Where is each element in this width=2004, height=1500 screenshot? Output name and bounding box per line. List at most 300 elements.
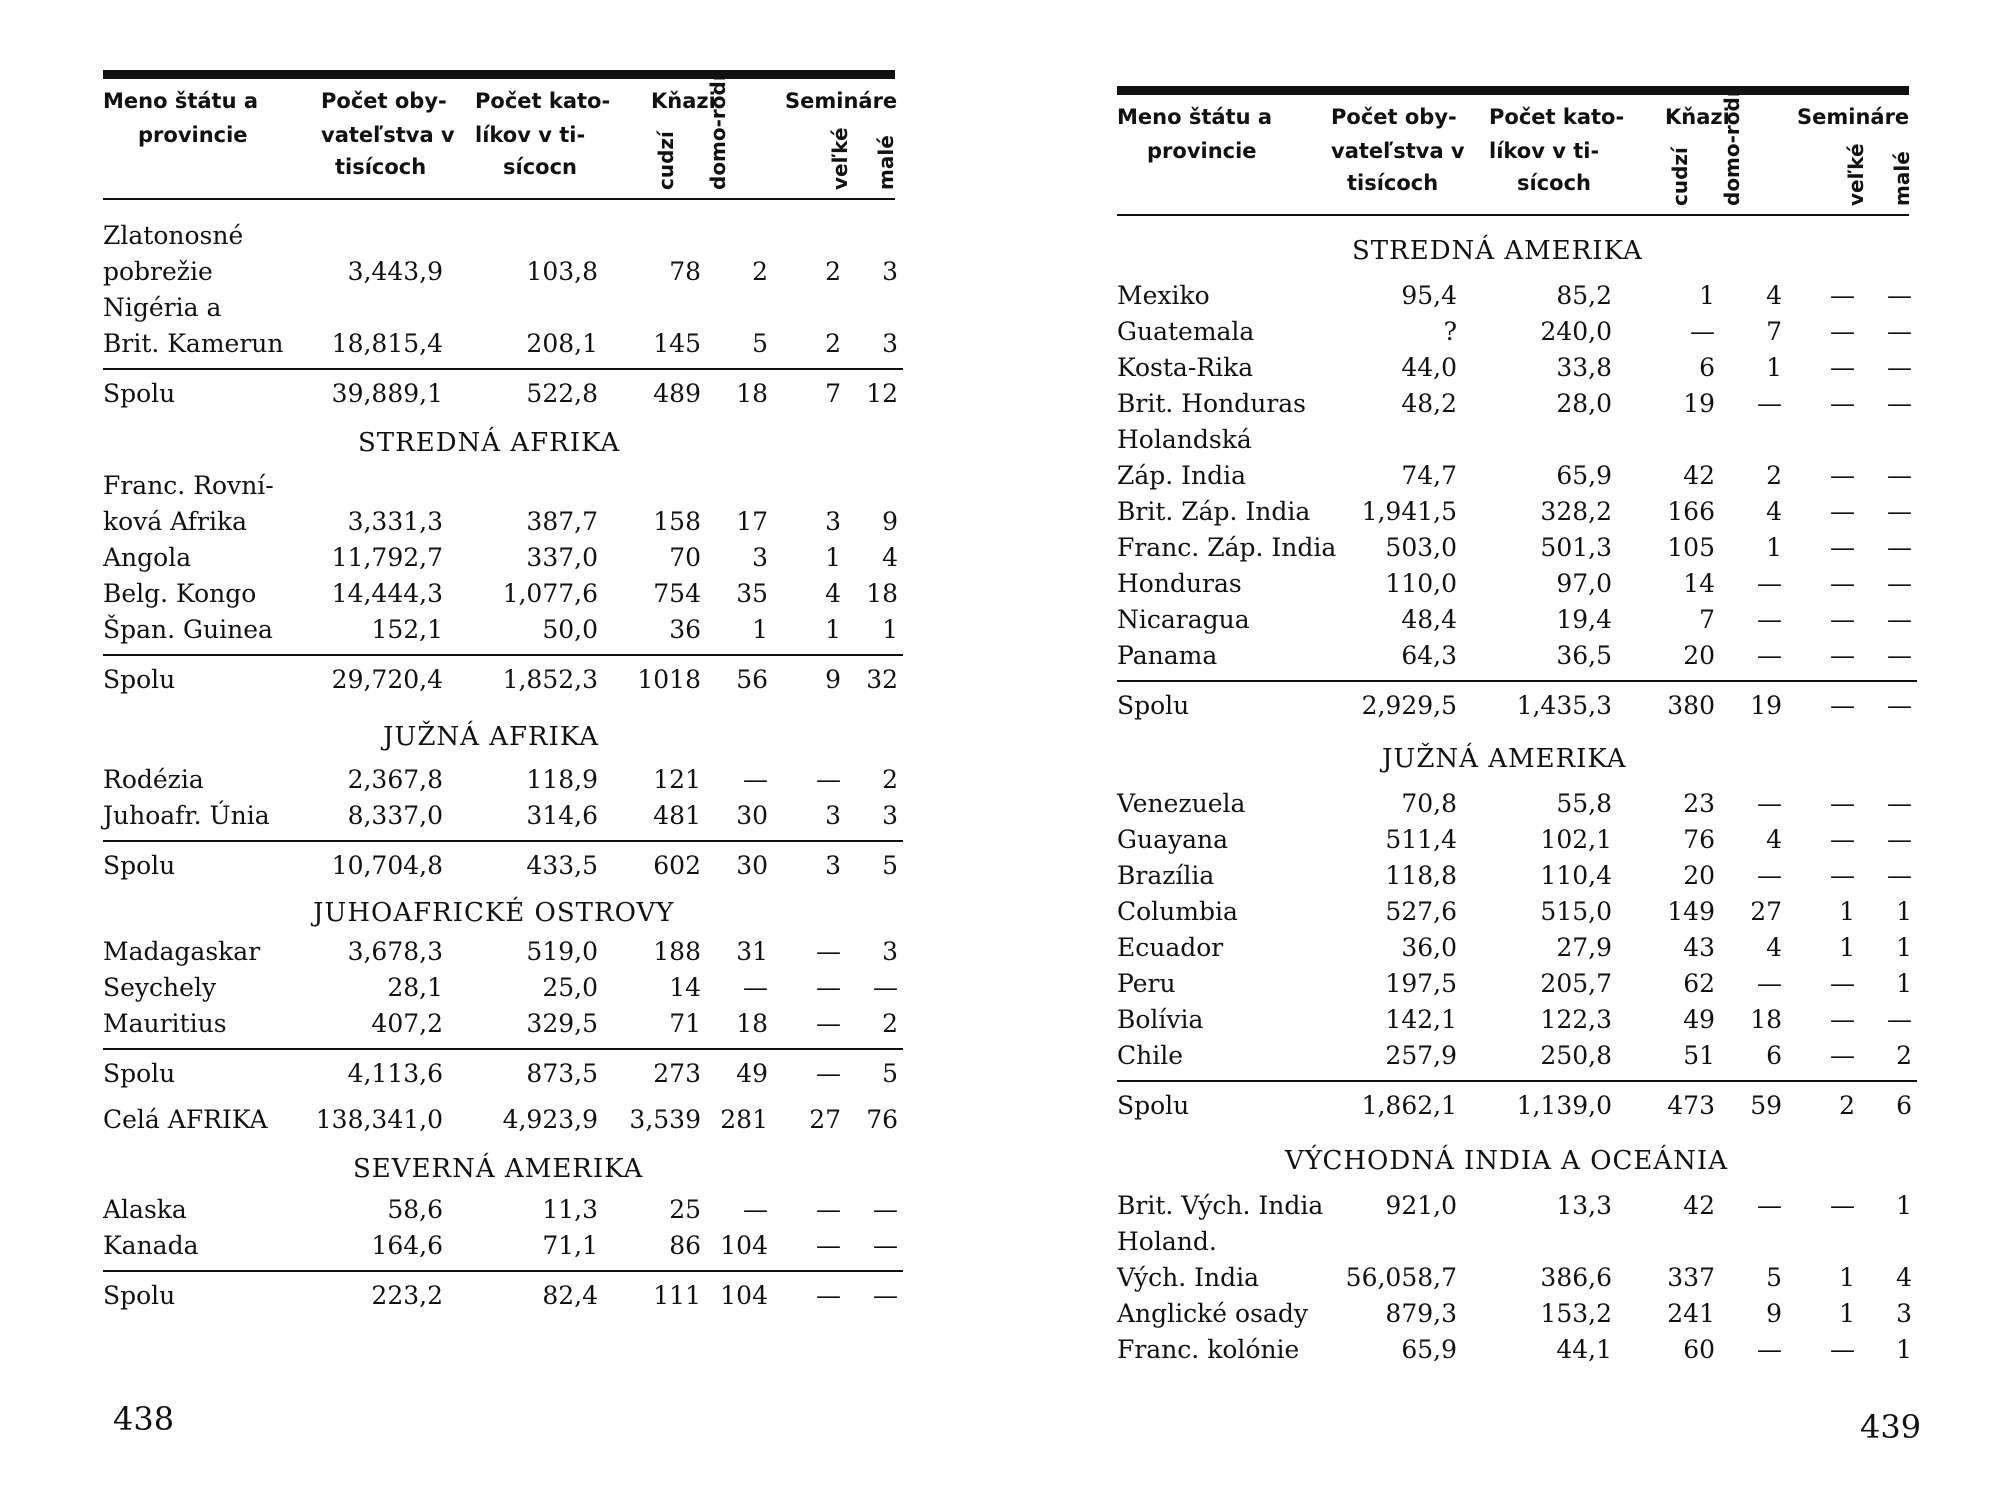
population-cell: 197,5	[1385, 969, 1457, 998]
major-seminaries-cell: 9	[825, 665, 841, 694]
native-priests-cell: 4	[1766, 497, 1782, 526]
minor-seminaries-cell: —	[873, 973, 898, 1002]
major-seminaries-cell: 2	[825, 329, 841, 358]
country-name: Ecuador	[1117, 933, 1224, 962]
table-row	[103, 540, 903, 576]
population-cell: 39,889,1	[331, 379, 443, 408]
country-name: Spolu	[103, 379, 176, 408]
major-seminaries-cell: —	[1830, 317, 1855, 346]
major-seminaries-cell: —	[1830, 1041, 1855, 1070]
minor-seminaries-cell: —	[1887, 281, 1912, 310]
native-priests-cell: 49	[736, 1059, 768, 1088]
foreign-priests-cell: —	[1690, 317, 1715, 346]
major-seminaries-cell: 7	[825, 379, 841, 408]
native-priests-cell: —	[1757, 569, 1782, 598]
header-foreign: cudzí	[1668, 147, 1692, 206]
minor-seminaries-cell: —	[873, 1195, 898, 1224]
minor-seminaries-cell: 1	[1896, 1335, 1912, 1364]
catholics-cell: 71,1	[542, 1231, 598, 1260]
foreign-priests-cell: 149	[1667, 897, 1715, 926]
population-cell: ?	[1443, 317, 1457, 346]
foreign-priests-cell: 23	[1683, 789, 1715, 818]
foreign-priests-cell: 1	[1699, 281, 1715, 310]
population-cell: 527,6	[1385, 897, 1457, 926]
catholics-cell: 329,5	[526, 1009, 598, 1038]
population-cell: 74,7	[1401, 461, 1457, 490]
catholics-cell: 501,3	[1540, 533, 1612, 562]
population-cell: 56,058,7	[1345, 1263, 1457, 1292]
foreign-priests-cell: 14	[669, 973, 701, 1002]
native-priests-cell: —	[1757, 789, 1782, 818]
country-name: Bolívia	[1117, 1005, 1204, 1034]
population-cell: 95,4	[1401, 281, 1457, 310]
catholics-cell: 519,0	[526, 937, 598, 966]
minor-seminaries-cell: 1	[882, 615, 898, 644]
minor-seminaries-cell: 2	[1896, 1041, 1912, 1070]
table-row	[103, 934, 903, 970]
minor-seminaries-cell: 12	[866, 379, 898, 408]
native-priests-cell: 2	[1766, 461, 1782, 490]
major-seminaries-cell: 4	[825, 579, 841, 608]
table-row	[103, 576, 903, 612]
population-cell: 10,704,8	[331, 851, 443, 880]
table-row	[1117, 530, 1917, 566]
native-priests-cell: 5	[752, 329, 768, 358]
native-priests-cell: 9	[1766, 1299, 1782, 1328]
section-title: STREDNÁ AFRIKA	[358, 428, 621, 458]
minor-seminaries-cell: —	[1887, 533, 1912, 562]
foreign-priests-cell: 121	[653, 765, 701, 794]
major-seminaries-cell: 27	[809, 1105, 841, 1134]
header-pop-3: tisícoch	[335, 155, 427, 179]
population-cell: 2,367,8	[347, 765, 443, 794]
minor-seminaries-cell: —	[1887, 389, 1912, 418]
catholics-cell: 1,435,3	[1516, 691, 1612, 720]
catholics-cell: 33,8	[1556, 353, 1612, 382]
foreign-priests-cell: 42	[1683, 1191, 1715, 1220]
table-row	[103, 798, 903, 834]
major-seminaries-cell: —	[816, 765, 841, 794]
foreign-priests-cell: 380	[1667, 691, 1715, 720]
country-name: Holand.	[1117, 1227, 1217, 1256]
table-row	[1117, 386, 1917, 422]
section-rule	[103, 1048, 903, 1050]
native-priests-cell: 6	[1766, 1041, 1782, 1070]
country-name: Franc. Rovní-	[103, 471, 274, 500]
native-priests-cell: 3	[752, 543, 768, 572]
country-name: Špan. Guinea	[103, 615, 273, 644]
header-minor: malé	[874, 135, 898, 190]
catholics-cell: 55,8	[1556, 789, 1612, 818]
country-name: Anglické osady	[1117, 1299, 1308, 1328]
catholics-cell: 515,0	[1540, 897, 1612, 926]
table-row	[1117, 966, 1917, 1002]
major-seminaries-cell: 1	[1839, 897, 1855, 926]
foreign-priests-cell: 188	[653, 937, 701, 966]
minor-seminaries-cell: 2	[882, 765, 898, 794]
table-row	[1117, 1038, 1917, 1074]
table-row	[1117, 1188, 1917, 1224]
catholics-cell: 85,2	[1556, 281, 1612, 310]
native-priests-cell: —	[743, 765, 768, 794]
foreign-priests-cell: 49	[1683, 1005, 1715, 1034]
catholics-cell: 50,0	[542, 615, 598, 644]
header-name: Meno štátu a	[1117, 105, 1273, 129]
header-major: veľké	[828, 127, 852, 190]
catholics-cell: 13,3	[1556, 1191, 1612, 1220]
header-pop-2: vateľstva v	[321, 123, 455, 147]
native-priests-cell: 281	[720, 1105, 768, 1134]
header-name-2: provincie	[1147, 139, 1257, 163]
foreign-priests-cell: 76	[1683, 825, 1715, 854]
table-row	[1117, 638, 1917, 674]
foreign-priests-cell: 337	[1667, 1263, 1715, 1292]
table-row	[103, 218, 903, 254]
table-row	[1117, 858, 1917, 894]
native-priests-cell: —	[1757, 641, 1782, 670]
catholics-cell: 11,3	[542, 1195, 598, 1224]
country-name: Brit. Honduras	[1117, 389, 1307, 418]
header-name: Meno štátu a	[103, 89, 259, 113]
major-seminaries-cell: —	[816, 937, 841, 966]
population-cell: 70,8	[1401, 789, 1457, 818]
native-priests-cell: 18	[736, 379, 768, 408]
table-header	[1117, 90, 1914, 212]
sum-row	[1117, 1088, 1917, 1124]
catholics-cell: 314,6	[526, 801, 598, 830]
top-rule	[1117, 86, 1909, 95]
major-seminaries-cell: —	[1830, 533, 1855, 562]
population-cell: 879,3	[1385, 1299, 1457, 1328]
major-seminaries-cell: —	[816, 1059, 841, 1088]
minor-seminaries-cell: 4	[1896, 1263, 1912, 1292]
major-seminaries-cell: —	[1830, 969, 1855, 998]
major-seminaries-cell: 3	[825, 507, 841, 536]
native-priests-cell: —	[1757, 861, 1782, 890]
header-pop-3: tisícoch	[1347, 171, 1439, 195]
table-row	[1117, 350, 1917, 386]
country-name: Franc. Záp. India	[1117, 533, 1337, 562]
foreign-priests-cell: 20	[1683, 861, 1715, 890]
native-priests-cell: —	[1757, 1191, 1782, 1220]
country-name: Rodézia	[103, 765, 204, 794]
major-seminaries-cell: —	[1830, 353, 1855, 382]
minor-seminaries-cell: —	[1887, 825, 1912, 854]
native-priests-cell: 4	[1766, 825, 1782, 854]
sum-row	[103, 1278, 903, 1314]
minor-seminaries-cell: 3	[882, 937, 898, 966]
foreign-priests-cell: 51	[1683, 1041, 1715, 1070]
table-header	[103, 74, 898, 196]
foreign-priests-cell: 71	[669, 1009, 701, 1038]
catholics-cell: 82,4	[542, 1281, 598, 1310]
minor-seminaries-cell: 6	[1896, 1091, 1912, 1120]
foreign-priests-cell: 473	[1667, 1091, 1715, 1120]
native-priests-cell: 35	[736, 579, 768, 608]
foreign-priests-cell: 70	[669, 543, 701, 572]
section-title: STREDNÁ AMERIKA	[1352, 236, 1643, 266]
section-rule	[103, 654, 903, 656]
page-number: 439	[1860, 1408, 1922, 1446]
country-name: Spolu	[1117, 691, 1190, 720]
major-seminaries-cell: 1	[825, 543, 841, 572]
header-cath-2: líkov v ti-	[475, 123, 586, 147]
major-seminaries-cell: —	[1830, 281, 1855, 310]
population-cell: 8,337,0	[347, 801, 443, 830]
catholics-cell: 4,923,9	[502, 1105, 598, 1134]
country-name: Guatemala	[1117, 317, 1255, 346]
minor-seminaries-cell: 1	[1896, 1191, 1912, 1220]
header-cath: Počet kato-	[475, 89, 611, 113]
native-priests-cell: 56	[736, 665, 768, 694]
native-priests-cell: 18	[1750, 1005, 1782, 1034]
table-row	[103, 326, 903, 362]
table-row	[1117, 930, 1917, 966]
native-priests-cell: 4	[1766, 281, 1782, 310]
country-name: Spolu	[103, 665, 176, 694]
native-priests-cell: 1	[1766, 533, 1782, 562]
population-cell: 407,2	[371, 1009, 443, 1038]
country-name: Kosta-Rika	[1117, 353, 1254, 382]
section-rule	[1117, 1080, 1917, 1082]
country-name: Spolu	[1117, 1091, 1190, 1120]
country-name: pobrežie	[103, 257, 213, 286]
population-cell: 18,815,4	[331, 329, 443, 358]
foreign-priests-cell: 42	[1683, 461, 1715, 490]
table-row	[103, 1192, 903, 1228]
catholics-cell: 25,0	[542, 973, 598, 1002]
major-seminaries-cell: 3	[825, 801, 841, 830]
header-major: veľké	[1844, 143, 1868, 206]
minor-seminaries-cell: 1	[1896, 969, 1912, 998]
header-minor: malé	[1890, 151, 1914, 206]
table-row	[103, 468, 903, 504]
population-cell: 3,331,3	[347, 507, 443, 536]
section-title: JUŽNÁ AMERIKA	[1382, 744, 1627, 774]
population-cell: 503,0	[1385, 533, 1457, 562]
table-row	[1117, 1002, 1917, 1038]
population-cell: 1,862,1	[1361, 1091, 1457, 1120]
country-name: Spolu	[103, 1281, 176, 1310]
major-seminaries-cell: 3	[825, 851, 841, 880]
catholics-cell: 118,9	[526, 765, 598, 794]
header-rule	[103, 198, 895, 200]
header-name-2: provincie	[138, 123, 248, 147]
population-cell: 110,0	[1385, 569, 1457, 598]
native-priests-cell: —	[1757, 389, 1782, 418]
country-name: Seychely	[103, 973, 217, 1002]
page-number: 438	[113, 1400, 175, 1438]
sum-row	[103, 662, 903, 698]
minor-seminaries-cell: —	[1887, 605, 1912, 634]
foreign-priests-cell: 602	[653, 851, 701, 880]
table-row	[1117, 278, 1917, 314]
country-name: ková Afrika	[103, 507, 248, 536]
catholics-cell: 337,0	[526, 543, 598, 572]
table-row	[1117, 566, 1917, 602]
native-priests-cell: 4	[1766, 933, 1782, 962]
population-cell: 29,720,4	[331, 665, 443, 694]
sum-row	[1117, 688, 1917, 724]
minor-seminaries-cell: —	[1887, 641, 1912, 670]
total-row	[103, 1102, 903, 1138]
foreign-priests-cell: 3,539	[629, 1105, 701, 1134]
catholics-cell: 103,8	[526, 257, 598, 286]
population-cell: 28,1	[387, 973, 443, 1002]
catholics-cell: 97,0	[1556, 569, 1612, 598]
population-cell: 3,678,3	[347, 937, 443, 966]
major-seminaries-cell: —	[816, 973, 841, 1002]
country-name: Madagaskar	[103, 937, 261, 966]
foreign-priests-cell: 6	[1699, 353, 1715, 382]
catholics-cell: 240,0	[1540, 317, 1612, 346]
table-row	[1117, 822, 1917, 858]
major-seminaries-cell: —	[1830, 605, 1855, 634]
population-cell: 223,2	[371, 1281, 443, 1310]
native-priests-cell: 104	[720, 1281, 768, 1310]
major-seminaries-cell: 2	[825, 257, 841, 286]
minor-seminaries-cell: —	[1887, 789, 1912, 818]
minor-seminaries-cell: 3	[882, 329, 898, 358]
population-cell: 164,6	[371, 1231, 443, 1260]
major-seminaries-cell: —	[816, 1281, 841, 1310]
country-name: Brit. Vých. India	[1117, 1191, 1324, 1220]
native-priests-cell: —	[743, 973, 768, 1002]
major-seminaries-cell: —	[816, 1195, 841, 1224]
country-name: Nicaragua	[1117, 605, 1250, 634]
native-priests-cell: —	[1757, 605, 1782, 634]
population-cell: 921,0	[1385, 1191, 1457, 1220]
major-seminaries-cell: —	[1830, 1191, 1855, 1220]
foreign-priests-cell: 241	[1667, 1299, 1715, 1328]
header-pop: Počet oby-	[321, 89, 447, 113]
native-priests-cell: —	[743, 1195, 768, 1224]
major-seminaries-cell: 1	[1839, 1263, 1855, 1292]
native-priests-cell: 1	[1766, 353, 1782, 382]
country-name: Guayana	[1117, 825, 1229, 854]
minor-seminaries-cell: 5	[882, 851, 898, 880]
population-cell: 48,4	[1401, 605, 1457, 634]
right-page	[1002, 0, 2004, 1500]
catholics-cell: 65,9	[1556, 461, 1612, 490]
population-cell: 64,3	[1401, 641, 1457, 670]
native-priests-cell: 30	[736, 851, 768, 880]
foreign-priests-cell: 78	[669, 257, 701, 286]
header-native: domo-rodí	[706, 74, 730, 190]
minor-seminaries-cell: 4	[882, 543, 898, 572]
foreign-priests-cell: 7	[1699, 605, 1715, 634]
major-seminaries-cell: —	[1830, 691, 1855, 720]
native-priests-cell: 19	[1750, 691, 1782, 720]
major-seminaries-cell: —	[1830, 1005, 1855, 1034]
major-seminaries-cell: 1	[825, 615, 841, 644]
header-pop: Počet oby-	[1331, 105, 1457, 129]
table-row	[1117, 602, 1917, 638]
foreign-priests-cell: 273	[653, 1059, 701, 1088]
foreign-priests-cell: 86	[669, 1231, 701, 1260]
catholics-cell: 208,1	[526, 329, 598, 358]
foreign-priests-cell: 158	[653, 507, 701, 536]
table-row	[103, 1228, 903, 1264]
header-cath: Počet kato-	[1489, 105, 1625, 129]
catholics-cell: 522,8	[526, 379, 598, 408]
country-name: Juhoafr. Únia	[103, 801, 270, 830]
header-cath-3: sícocn	[503, 155, 577, 179]
catholics-cell: 433,5	[526, 851, 598, 880]
country-name: Zlatonosné	[103, 221, 244, 250]
native-priests-cell: 30	[736, 801, 768, 830]
minor-seminaries-cell: 3	[882, 801, 898, 830]
minor-seminaries-cell: —	[1887, 1005, 1912, 1034]
major-seminaries-cell: —	[1830, 569, 1855, 598]
section-rule	[103, 368, 903, 370]
population-cell: 48,2	[1401, 389, 1457, 418]
minor-seminaries-cell: —	[873, 1231, 898, 1260]
table-row	[1117, 1296, 1917, 1332]
population-cell: 1,941,5	[1361, 497, 1457, 526]
foreign-priests-cell: 489	[653, 379, 701, 408]
section-title: SEVERNÁ AMERIKA	[353, 1154, 644, 1184]
minor-seminaries-cell: —	[873, 1281, 898, 1310]
header-priests: Kňazi	[651, 89, 716, 113]
country-name: Mexiko	[1117, 281, 1210, 310]
catholics-cell: 28,0	[1556, 389, 1612, 418]
major-seminaries-cell: 1	[1839, 1299, 1855, 1328]
minor-seminaries-cell: 1	[1896, 897, 1912, 926]
country-name: Holandská	[1117, 425, 1252, 454]
country-name: Kanada	[103, 1231, 199, 1260]
population-cell: 11,792,7	[331, 543, 443, 572]
catholics-cell: 44,1	[1556, 1335, 1612, 1364]
country-name: Panama	[1117, 641, 1218, 670]
table-row	[103, 504, 903, 540]
native-priests-cell: 5	[1766, 1263, 1782, 1292]
table-row	[1117, 1260, 1917, 1296]
header-foreign: cudzí	[654, 131, 678, 190]
catholics-cell: 1,077,6	[502, 579, 598, 608]
catholics-cell: 386,6	[1540, 1263, 1612, 1292]
header-rule	[1117, 214, 1909, 216]
minor-seminaries-cell: 32	[866, 665, 898, 694]
country-name: Spolu	[103, 1059, 176, 1088]
population-cell: 2,929,5	[1361, 691, 1457, 720]
table-row	[1117, 494, 1917, 530]
native-priests-cell: 27	[1750, 897, 1782, 926]
table-row	[1117, 894, 1917, 930]
header-cath-3: sícoch	[1517, 171, 1591, 195]
population-cell: 511,4	[1385, 825, 1457, 854]
population-cell: 3,443,9	[347, 257, 443, 286]
population-cell: 142,1	[1385, 1005, 1457, 1034]
native-priests-cell: 2	[752, 257, 768, 286]
table-row	[103, 970, 903, 1006]
header-seminaries: Semináre	[785, 89, 898, 113]
top-rule	[103, 70, 895, 79]
table-row	[103, 1006, 903, 1042]
country-name: Brit. Záp. India	[1117, 497, 1311, 526]
native-priests-cell: 1	[752, 615, 768, 644]
foreign-priests-cell: 20	[1683, 641, 1715, 670]
country-name: Vých. India	[1117, 1263, 1260, 1292]
table-row	[1117, 422, 1917, 458]
major-seminaries-cell: —	[1830, 389, 1855, 418]
minor-seminaries-cell: 2	[882, 1009, 898, 1038]
section-title: VÝCHODNÁ INDIA A OCEÁNIA	[1285, 1146, 1728, 1176]
minor-seminaries-cell: 3	[882, 257, 898, 286]
country-name: Columbia	[1117, 897, 1238, 926]
population-cell: 152,1	[371, 615, 443, 644]
population-cell: 58,6	[387, 1195, 443, 1224]
